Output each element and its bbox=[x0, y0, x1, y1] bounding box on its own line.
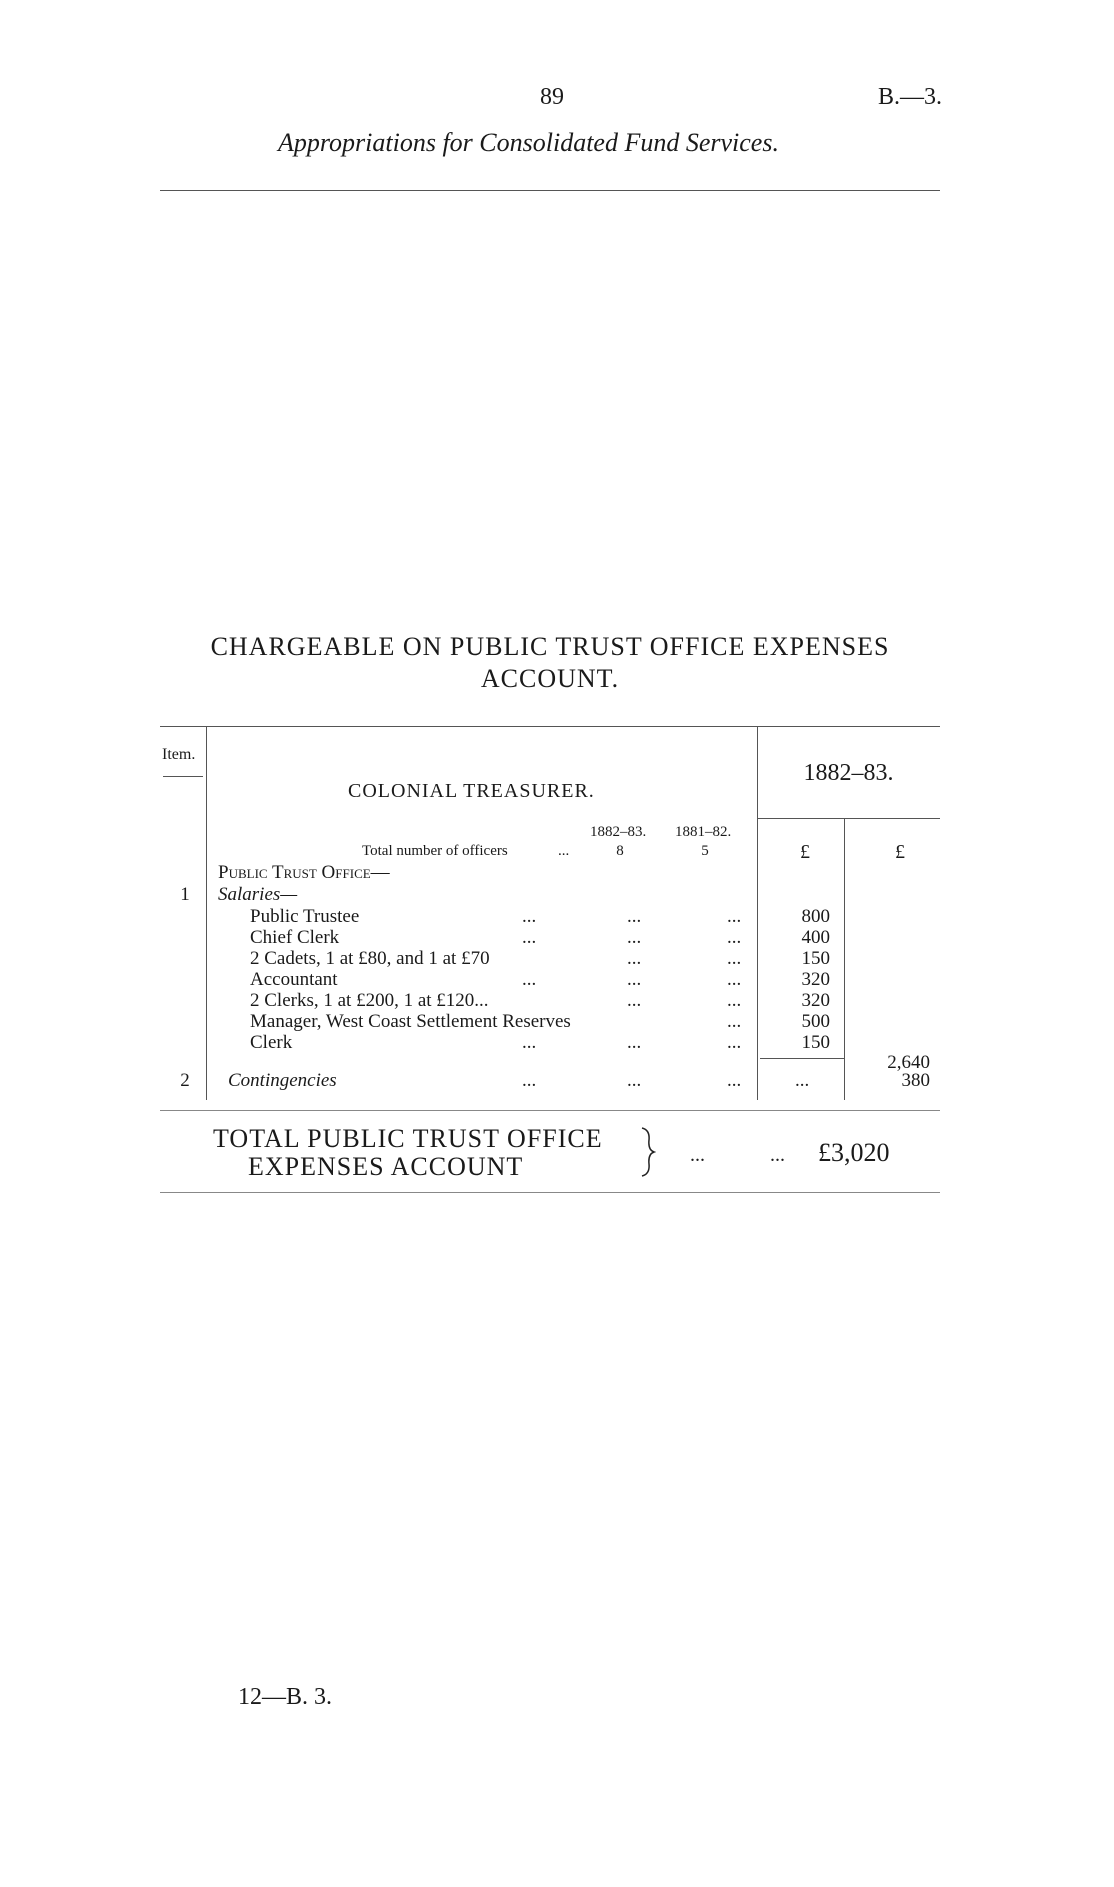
header-rule bbox=[160, 190, 940, 191]
salary-label: Clerk bbox=[250, 1032, 293, 1053]
leader-dots: ... bbox=[727, 1070, 742, 1091]
salary-amount: 800 bbox=[801, 906, 830, 927]
leader-dots: ... bbox=[727, 1011, 742, 1032]
officers-label: Total number of officers bbox=[362, 843, 508, 859]
leader-dots: ... bbox=[627, 906, 642, 927]
leader-dots: ... bbox=[522, 927, 537, 948]
item-2-number: 2 bbox=[180, 1070, 190, 1091]
salary-label: 2 Clerks, 1 at £200, 1 at £120... bbox=[250, 990, 489, 1011]
section-title-line2: ACCOUNT. bbox=[480, 664, 620, 693]
page-number: 89 bbox=[540, 84, 564, 110]
section-title-line1: CHARGEABLE ON PUBLIC TRUST OFFICE EXPENSES bbox=[210, 632, 890, 661]
salary-label: 2 Cadets, 1 at £80, and 1 at £70 bbox=[250, 948, 490, 969]
salary-amount: 150 bbox=[801, 948, 830, 969]
salary-amount: 150 bbox=[801, 1032, 830, 1053]
currency-header-2: £ bbox=[895, 841, 905, 863]
leader-dots: ... bbox=[627, 969, 642, 990]
office-heading: Public Trust Office— bbox=[218, 862, 390, 883]
salary-amount: 400 bbox=[801, 927, 830, 948]
leader-dots: ... bbox=[627, 1070, 642, 1091]
salaries-total: 2,640 bbox=[887, 1052, 930, 1073]
leader-dots: ... bbox=[627, 1032, 642, 1053]
item-column-rule bbox=[206, 726, 207, 1100]
salary-amount: 320 bbox=[801, 990, 830, 1011]
subtotal-column-rule bbox=[844, 818, 845, 1100]
document-ref: B.—3. bbox=[878, 84, 943, 110]
leader-dots: ... bbox=[727, 1032, 742, 1053]
salary-label: Chief Clerk bbox=[250, 927, 340, 948]
table-top-rule bbox=[160, 726, 940, 727]
running-title: Appropriations for Consolidated Fund Services. bbox=[278, 128, 779, 157]
salary-label: Public Trustee bbox=[250, 906, 360, 927]
leader-dots: ... bbox=[627, 990, 642, 1011]
footer-signature: 12—B. 3. bbox=[238, 1684, 333, 1710]
officers-col1-value: 8 bbox=[616, 843, 624, 859]
grand-total-dots-1: ... bbox=[690, 1144, 705, 1166]
officers-col1-header: 1882–83. bbox=[590, 824, 647, 840]
leader-dots: ... bbox=[727, 906, 742, 927]
right-brace-icon bbox=[640, 1126, 656, 1178]
leader-dots: ... bbox=[522, 969, 537, 990]
department-heading: COLONIAL TREASURER. bbox=[348, 780, 595, 802]
officers-col2-value: 5 bbox=[701, 843, 709, 859]
item-header: Item. bbox=[162, 746, 196, 763]
officers-dots: ... bbox=[558, 843, 570, 859]
salaries-subtotal-rule bbox=[760, 1058, 844, 1059]
grand-total-amount: £3,020 bbox=[818, 1138, 890, 1167]
leader-dots: ... bbox=[727, 990, 742, 1011]
table-bottom-rule bbox=[160, 1110, 940, 1111]
leader-dots: ... bbox=[522, 1070, 537, 1091]
item-1-number: 1 bbox=[180, 884, 190, 905]
leader-dots: ... bbox=[522, 906, 537, 927]
leader-dots: ... bbox=[727, 969, 742, 990]
leader-dots: ... bbox=[727, 927, 742, 948]
salary-label: Manager, West Coast Settlement Reserves bbox=[250, 1011, 571, 1032]
grand-total-dots-2: ... bbox=[770, 1144, 785, 1166]
contingencies-total: 380 bbox=[901, 1070, 930, 1091]
contingencies-label: Contingencies bbox=[228, 1070, 337, 1091]
salary-amount: 500 bbox=[801, 1011, 830, 1032]
officers-col2-header: 1881–82. bbox=[675, 824, 732, 840]
salary-amount: 320 bbox=[801, 969, 830, 990]
leader-dots: ... bbox=[627, 927, 642, 948]
grand-total-line2: EXPENSES ACCOUNT bbox=[248, 1152, 524, 1181]
leader-dots: ... bbox=[522, 1032, 537, 1053]
year-header-rule bbox=[757, 818, 940, 819]
grand-total-line1: TOTAL PUBLIC TRUST OFFICE bbox=[213, 1124, 603, 1153]
currency-header-1: £ bbox=[800, 841, 810, 863]
salary-label: Accountant bbox=[250, 969, 338, 990]
leader-dots: ... bbox=[627, 948, 642, 969]
contingencies-col1: ... bbox=[795, 1070, 810, 1091]
year-header: 1882–83. bbox=[803, 760, 894, 786]
grand-total-rule bbox=[160, 1192, 940, 1193]
leader-dots: ... bbox=[727, 948, 742, 969]
salaries-heading: Salaries— bbox=[218, 884, 298, 905]
item-header-rule bbox=[163, 776, 203, 777]
